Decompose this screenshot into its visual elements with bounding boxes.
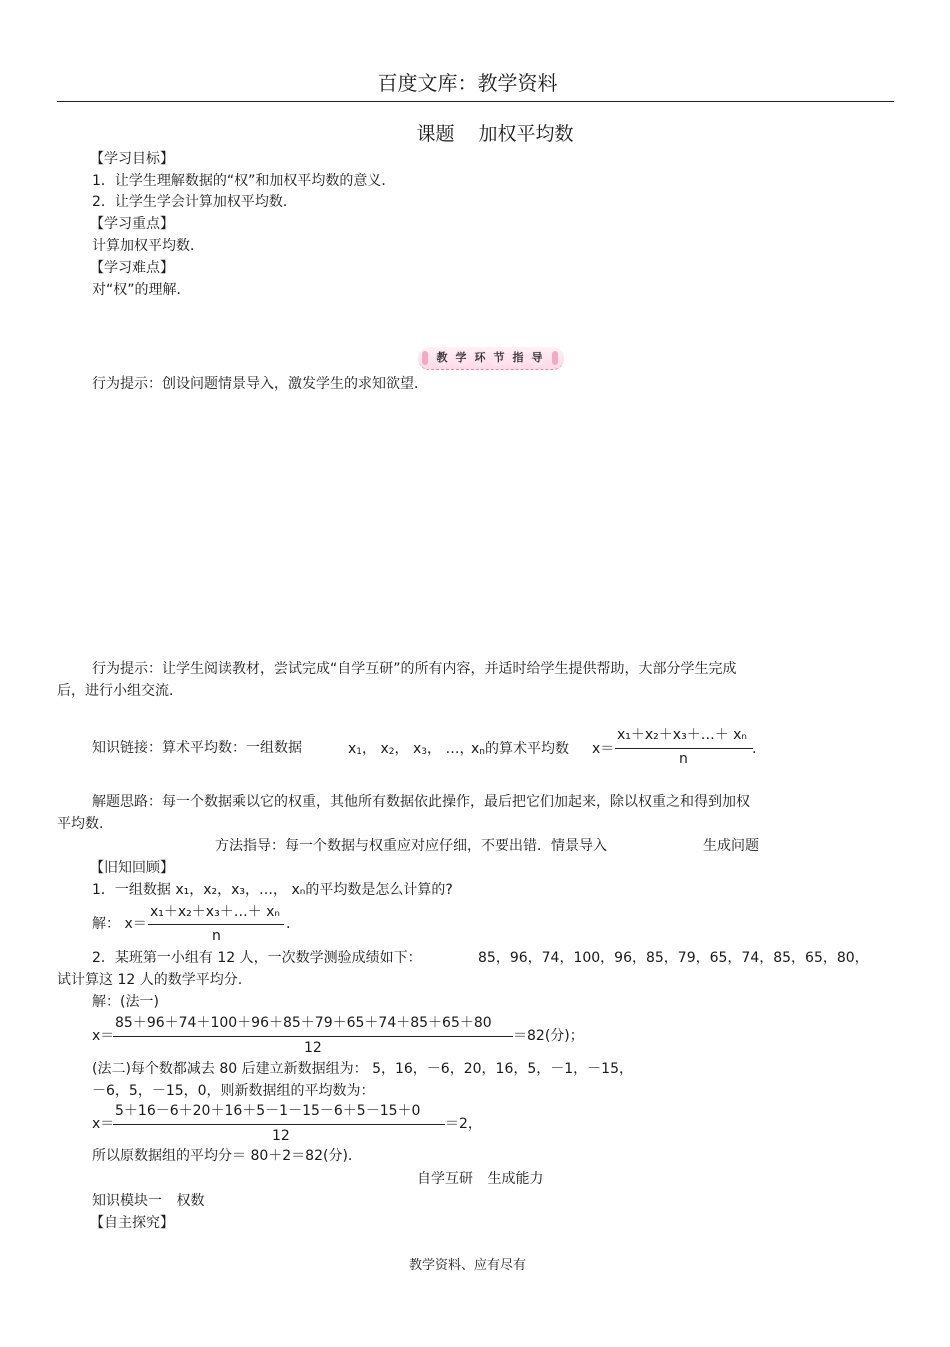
var-x1-sub: 1	[356, 747, 363, 757]
review-answer-1-prefix: 解： x＝	[92, 916, 147, 932]
var-xn: x	[471, 741, 480, 757]
fraction-bar	[148, 924, 284, 925]
knowledge-link-suffix: 的算术平均数	[485, 741, 570, 757]
behavior-tip-1: 行为提示：创设问题情景导入，激发学生的求知欲望．	[92, 376, 428, 392]
objective-item-2: 2．让学生学会计算加权平均数．	[92, 194, 297, 210]
method-1-prefix: x＝	[92, 1028, 115, 1044]
method-2-denominator: 12	[272, 1128, 290, 1144]
banner-char: 导	[529, 350, 545, 366]
page-footer: 教学资料、应有尽有	[408, 1258, 526, 1273]
header-divider	[57, 101, 894, 102]
method-2-line1: (法二)每个数都减去 80 后建立新数据组为： 5，16，－6，20，16，5，－1，－15，	[92, 1061, 633, 1077]
review-question-1: 1．一组数据 x₁，x₂，x₃，…， xₙ的平均数是怎么计算的?	[92, 882, 453, 898]
conclusion-text: 所以原数据组的平均分＝ 80＋2＝82(分).	[92, 1148, 353, 1164]
answer-1-denominator: n	[212, 928, 221, 944]
banner-right-cap	[552, 351, 558, 365]
solving-idea-line1: 解题思路：每一个数据乘以它的权重，其他所有数据依此操作，最后把它们加起来，除以权重之和得到加权	[92, 794, 750, 810]
review-question-2-line2: 试计算这 12 人的数学平均分.	[57, 972, 243, 988]
document-title: 课题 加权平均数	[416, 123, 574, 145]
difficulty-heading: 【学习难点】	[90, 260, 174, 276]
review-question-2-scores: 85，96，74，100，96，85，79，65，74，85，65，80，	[478, 950, 869, 966]
knowledge-link-x-equals: x＝	[592, 741, 615, 757]
behavior-tip-2-line1: 行为提示：让学生阅读教材，尝试完成“自学互研”的所有内容，并适时给学生提供帮助，大部分学生完成	[92, 661, 737, 677]
knowledge-link-period: .	[752, 741, 757, 757]
var-xn-sub: n	[479, 747, 486, 757]
var-x2: x	[380, 741, 389, 757]
var-x1: x	[348, 741, 357, 757]
page-header-title: 百度文库：教学资料	[377, 71, 558, 95]
mean-formula-numerator: x₁＋x₂＋x₃＋…＋ xₙ	[617, 727, 748, 743]
focus-text: 计算加权平均数．	[92, 238, 204, 254]
knowledge-link-xn	[471, 742, 569, 757]
banner-char: 节	[491, 350, 507, 366]
method-1-denominator: 12	[304, 1040, 322, 1056]
banner-left-cap	[422, 351, 428, 365]
method-guide: 方法指导：每一个数据与权重应对应仔细，不要出错．情景导入	[215, 838, 607, 854]
self-study-heading: 自学互研 生成能力	[417, 1171, 544, 1187]
knowledge-link-prefix: 知识链接：算术平均数：一组数据	[92, 740, 302, 756]
answer-1-numerator: x₁＋x₂＋x₃＋…＋ xₙ	[150, 904, 281, 920]
explore-heading: 【自主探究】	[90, 1215, 174, 1231]
var-dots: …，	[445, 741, 474, 757]
behavior-tip-2-line2: 后，进行小组交流．	[57, 683, 183, 699]
teaching-guide-banner	[418, 347, 564, 370]
fraction-bar	[113, 1124, 445, 1125]
review-answer-1-period: .	[286, 916, 291, 932]
knowledge-module-heading: 知识模块一 权数	[92, 1193, 205, 1209]
banner-char: 环	[472, 350, 488, 366]
focus-heading: 【学习重点】	[90, 216, 174, 232]
fraction-bar	[113, 1036, 513, 1037]
method-1-numerator: 85＋96＋74＋100＋96＋85＋79＋65＋74＋85＋65＋80	[115, 1015, 492, 1031]
method-2-line2: －6，5，－15，0，则新数据组的平均数为：	[92, 1083, 375, 1099]
objectives-heading: 【学习目标】	[90, 151, 174, 167]
difficulty-text: 对“权”的理解．	[92, 282, 191, 298]
var-x3: x	[412, 741, 422, 757]
method-2-numerator: 5＋16－6＋20＋16＋5－1－15－6＋5－15＋0	[115, 1103, 421, 1119]
var-x3-sub: 3	[421, 747, 427, 757]
method-2-result: ＝2，	[445, 1116, 482, 1132]
banner-char: 学	[453, 350, 469, 366]
knowledge-link-variables: x1， x2， x3， …，	[348, 741, 474, 757]
review-question-2-line1: 2．某班第一小组有 12 人，一次数学测验成绩如下：	[92, 950, 422, 966]
fraction-bar	[615, 748, 753, 749]
review-heading: 【旧知回顾】	[90, 860, 174, 876]
solution-heading: 解：(法一)	[92, 994, 159, 1010]
method-2-prefix: x＝	[92, 1116, 115, 1132]
objective-item-1: 1．让学生理解数据的“权”和加权平均数的意义．	[92, 173, 396, 189]
mean-formula-denominator: n	[679, 751, 688, 767]
banner-char: 指	[510, 350, 526, 366]
method-1-result: ＝82(分)；	[513, 1028, 584, 1044]
var-x2-sub: 2	[388, 747, 395, 757]
solving-idea-line2: 平均数.	[57, 816, 104, 832]
banner-char: 教	[434, 350, 450, 366]
method-guide-tail: 生成问题	[703, 838, 759, 854]
